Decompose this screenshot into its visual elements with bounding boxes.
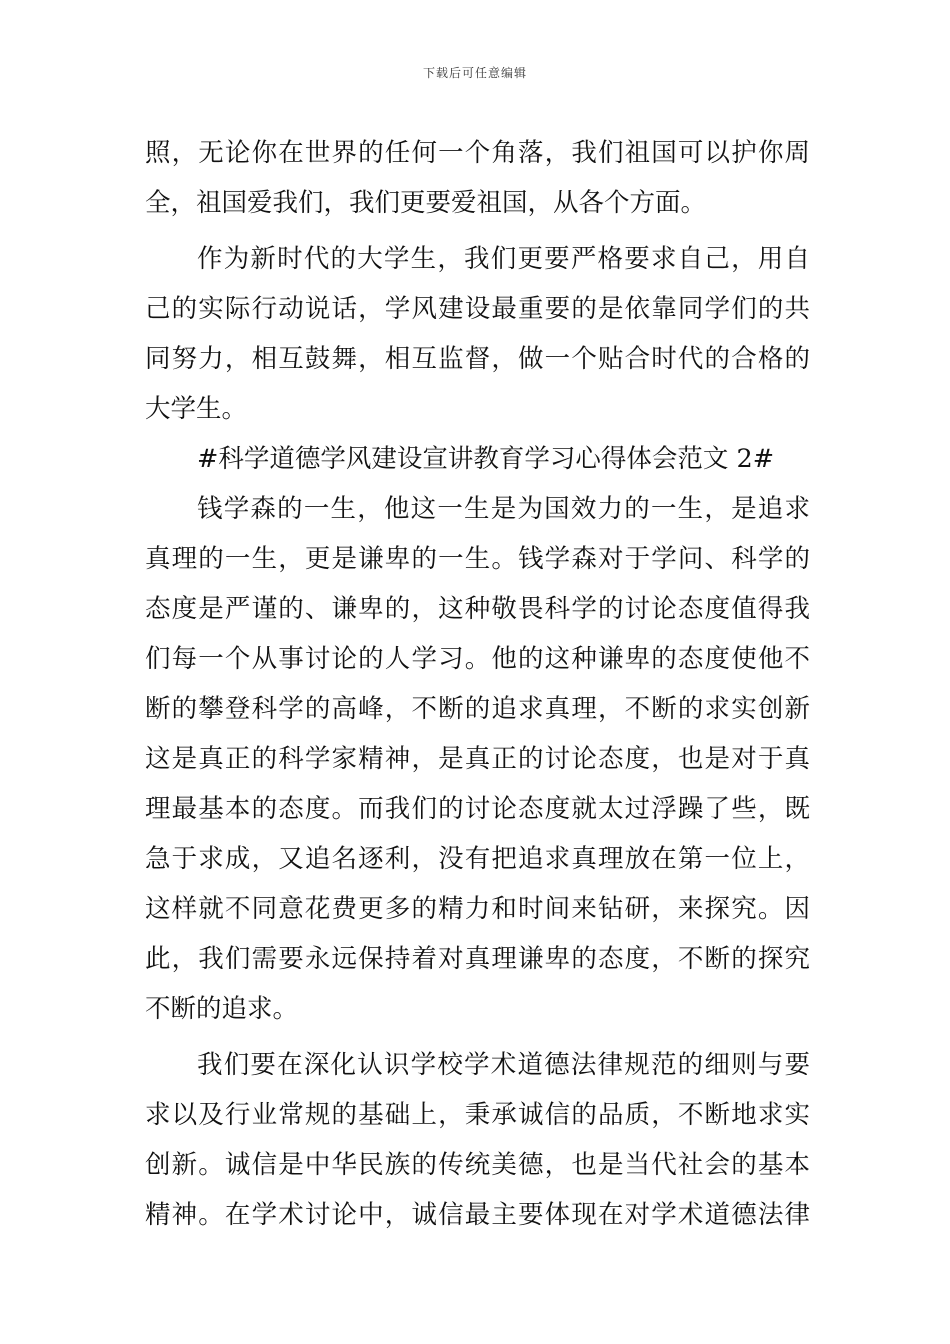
- text-line: 精神。在学术讨论中，诚信最主要体现在对学术道德法律: [145, 1200, 810, 1230]
- text-line: 全，祖国爱我们，我们更要爱祖国，从各个方面。: [145, 188, 707, 218]
- text-line: 理最基本的态度。而我们的讨论态度就太过浮躁了些，既: [145, 794, 810, 824]
- text-line: 断的攀登科学的高峰，不断的追求真理，不断的求实创新: [145, 694, 810, 724]
- text-line: 我们要在深化认识学校学术道德法律规范的细则与要: [197, 1050, 810, 1080]
- text-line: 同努力，相互鼓舞，相互监督，做一个贴合时代的合格的: [145, 344, 810, 374]
- text-line: 真理的一生，更是谦卑的一生。钱学森对于学问、科学的: [145, 544, 810, 574]
- text-line: 求以及行业常规的基础上，秉承诚信的品质，不断地求实: [145, 1100, 810, 1130]
- text-line: 这样就不同意花费更多的精力和时间来钻研，来探究。因: [145, 894, 810, 924]
- page-header: 下载后可任意编辑: [422, 66, 527, 80]
- text-line: 己的实际行动说话，学风建设最重要的是依靠同学们的共: [145, 294, 810, 324]
- text-line: 照，无论你在世界的任何一个角落，我们祖国可以护你周: [145, 138, 810, 168]
- text-line: 创新。诚信是中华民族的传统美德，也是当代社会的基本: [145, 1150, 810, 1180]
- text-line: 钱学森的一生，他这一生是为国效力的一生，是追求: [197, 494, 810, 524]
- text-line: 不断的追求。: [145, 994, 299, 1024]
- text-line: #科学道德学风建设宣讲教育学习心得体会范文 2#: [197, 444, 775, 474]
- document-body: [145, 128, 810, 1240]
- text-line: 此，我们需要永远保持着对真理谦卑的态度，不断的探究: [145, 944, 810, 974]
- text-line: 作为新时代的大学生，我们更要严格要求自己，用自: [197, 244, 810, 274]
- text-line: 急于求成，又追名逐利，没有把追求真理放在第一位上，: [145, 844, 810, 874]
- text-line: 这是真正的科学家精神，是真正的讨论态度，也是对于真: [145, 744, 810, 774]
- text-line: 们每一个从事讨论的人学习。他的这种谦卑的态度使他不: [145, 644, 810, 674]
- text-line: 大学生。: [145, 394, 248, 424]
- text-line: 态度是严谨的、谦卑的，这种敬畏科学的讨论态度值得我: [145, 594, 810, 624]
